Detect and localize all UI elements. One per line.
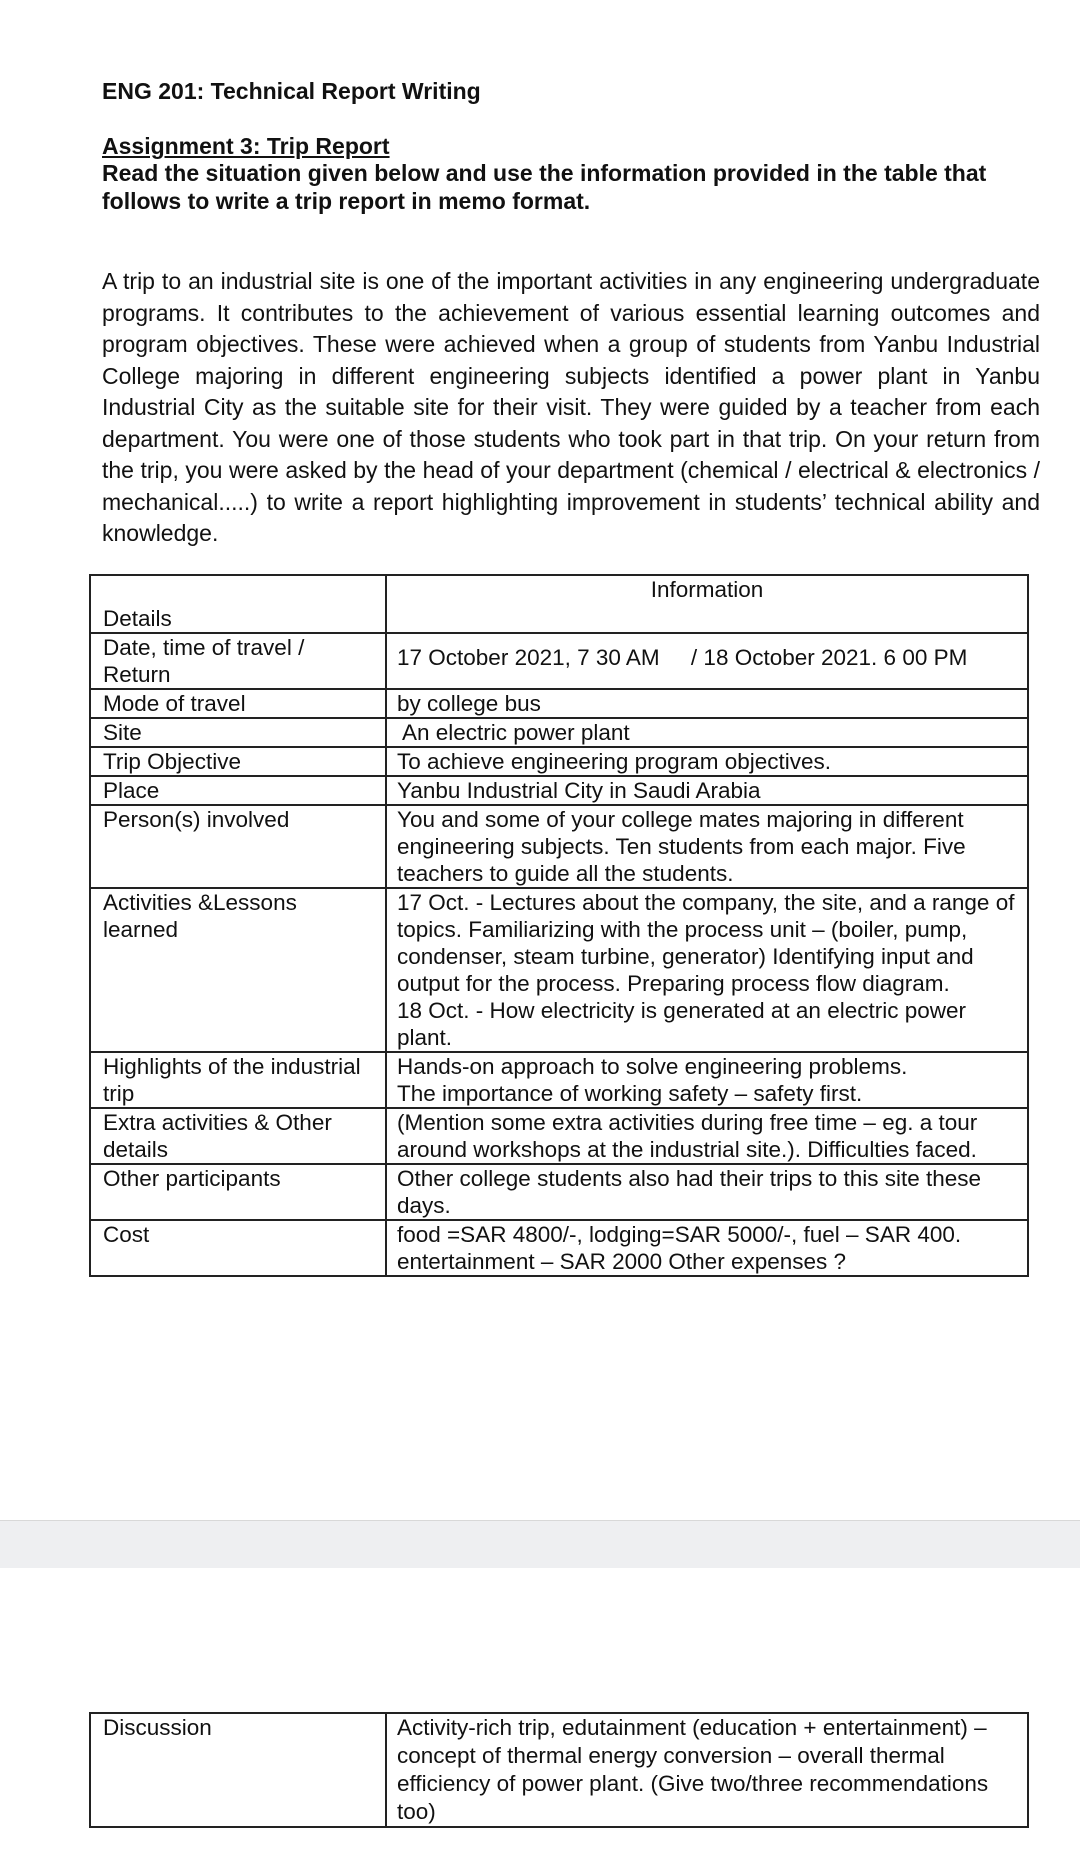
row-value: An electric power plant	[386, 718, 1028, 747]
row-key: Trip Objective	[90, 747, 386, 776]
instructions: Read the situation given below and use the information provided in the table that follows to write a trip report in memo format.	[102, 160, 987, 214]
table-row	[90, 747, 1028, 776]
row-value: You and some of your college mates majoring in different engineering subjects. Ten students from each major. Five teachers to guide all the students.	[386, 805, 1028, 888]
table-row	[90, 689, 1028, 718]
situation-paragraph: A trip to an industrial site is one of the important activities in any engineering undergraduate programs. It contributes to the achievement of various essential learning outcomes and program objectives. These were achieved when a group of students from Yanbu Industrial College majoring in different engineering subjects identified a power plant in Yanbu Industrial City as the suitable site for their visit. They were guided by a teacher from each department. You were one of those students who took part in that trip. On your return from the trip, you were asked by the head of your department (chemical / electrical & electronics / mechanical.....) to write a report highlighting improvement in students’ technical ability and knowledge.	[102, 268, 1040, 546]
row-key: Activities &Lessons learned	[90, 888, 386, 1052]
row-value: To achieve engineering program objectives.	[386, 747, 1028, 776]
table-row	[90, 633, 1028, 689]
row-value: 17 October 2021, 7 30 AM / 18 October 2021. 6 00 PM	[386, 633, 1028, 689]
header-details: Details	[90, 575, 386, 633]
row-key: Highlights of the industrial trip	[90, 1052, 386, 1108]
row-value: Activity-rich trip, edutainment (education + entertainment) – concept of thermal energy conversion – overall thermal efficiency of power plant. (Give two/three recommendations too)	[386, 1713, 1028, 1827]
table-row	[90, 1713, 1028, 1827]
row-value: by college bus	[386, 689, 1028, 718]
row-key: Mode of travel	[90, 689, 386, 718]
row-value: food =SAR 4800/-, lodging=SAR 5000/-, fuel – SAR 400. entertainment – SAR 2000 Other expenses ?	[386, 1220, 1028, 1276]
table-row	[90, 776, 1028, 805]
row-key: Site	[90, 718, 386, 747]
value-line: The importance of working safety – safety first.	[397, 1081, 863, 1106]
table-row	[90, 1164, 1028, 1220]
table-row	[90, 1220, 1028, 1276]
table-row	[90, 805, 1028, 888]
table-row	[90, 1052, 1028, 1108]
row-value: Other college students also had their trips to this site these days.	[386, 1164, 1028, 1220]
discussion-table	[89, 1712, 1029, 1828]
row-key: Person(s) involved	[90, 805, 386, 888]
row-key: Date, time of travel / Return	[90, 633, 386, 689]
table-row	[90, 888, 1028, 1052]
row-value: (Mention some extra activities during free time – eg. a tour around workshops at the industrial site.). Difficulties faced.	[386, 1108, 1028, 1164]
page-break	[0, 1520, 1080, 1569]
table-header-row	[90, 575, 1028, 633]
row-key: Other participants	[90, 1164, 386, 1220]
assignment-title: Assignment 3: Trip Report	[102, 133, 390, 159]
row-value: Yanbu Industrial City in Saudi Arabia	[386, 776, 1028, 805]
row-key: Place	[90, 776, 386, 805]
value-line: 18 Oct. - How electricity is generated at an electric power plant.	[397, 998, 966, 1050]
trip-info-table	[89, 574, 1029, 1277]
table-row	[90, 718, 1028, 747]
row-key: Cost	[90, 1220, 386, 1276]
row-value	[386, 888, 1028, 1052]
value-line: 17 Oct. - Lectures about the company, the site, and a range of topics. Familiarizing with the process unit – (boiler, pump, condenser, steam turbine, generator) Identifying input and output for the process. Preparing process flow diagram.	[397, 890, 1015, 996]
row-key: Discussion	[90, 1713, 386, 1827]
course-title: ENG 201: Technical Report Writing	[102, 78, 481, 104]
row-key: Extra activities & Other details	[90, 1108, 386, 1164]
header-information: Information	[386, 575, 1028, 633]
table-row	[90, 1108, 1028, 1164]
row-value	[386, 1052, 1028, 1108]
value-line: Hands-on approach to solve engineering problems.	[397, 1054, 908, 1079]
